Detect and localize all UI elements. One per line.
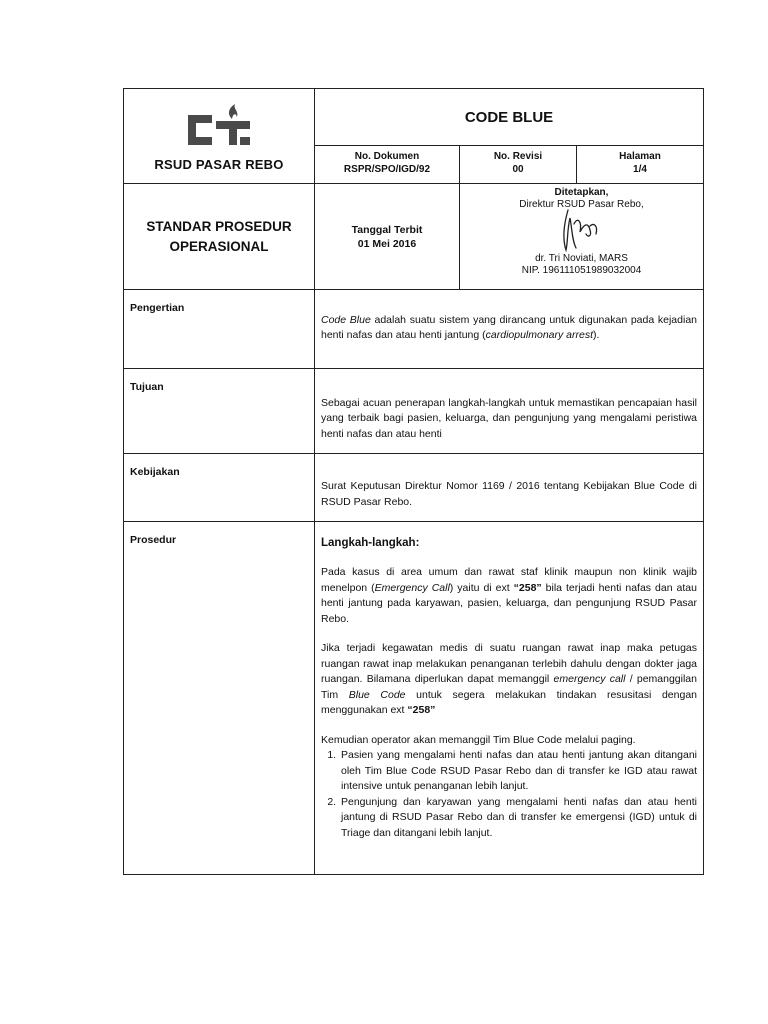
tanggal-terbit-cell	[315, 184, 460, 290]
no-dokumen-label: No. Dokumen	[354, 151, 420, 162]
sop-title-line1: STANDAR PROSEDUR	[146, 218, 292, 234]
ditetapkan-label: Ditetapkan,	[554, 187, 609, 198]
prosedur-subtitle: Langkah-langkah:	[321, 536, 420, 549]
no-dokumen-value: RSPR/SPO/IGD/92	[343, 164, 431, 175]
no-dokumen-cell	[315, 146, 460, 184]
kebijakan-label: Kebijakan	[124, 453, 315, 521]
signer-nip: NIP. 196111051989032004	[521, 265, 642, 276]
sop-title-line2: OPERASIONAL	[169, 238, 269, 254]
approval-cell	[460, 184, 704, 290]
no-revisi-cell	[460, 146, 577, 184]
prosedur-list	[321, 748, 697, 841]
no-revisi-label: No. Revisi	[493, 151, 543, 162]
no-revisi-value: 00	[512, 164, 524, 175]
prosedur-paragraph-1: Pada kasus di area umum dan rawat staf klinik maupun non klinik wajib menelpon (Emergency Call) yaitu di ext “258” bila terjadi henti nafas dan atau henti jantung pada karyawan, pasien, keluarga, dan pengunjung RSUD Pasar Rebo.	[321, 566, 697, 625]
tanggal-terbit-value: 01 Mei 2016	[357, 237, 417, 250]
signature-icon	[550, 204, 610, 256]
hospital-name: RSUD PASAR REBO	[154, 157, 284, 172]
pengertian-label: Pengertian	[124, 290, 315, 369]
pengertian-text1: adalah suatu sistem yang dirancang untuk digunakan pada kejadian henti nafas dan atau henti jantung (	[321, 313, 698, 341]
pengertian-term2: cardiopulmonary arrest	[485, 329, 594, 341]
pengertian-text2: ).	[593, 329, 600, 341]
kebijakan-content	[315, 453, 704, 521]
tujuan-content	[315, 369, 704, 454]
list-item: 2. Pengunjung dan karyawan yang mengalami henti nafas dan atau henti jantung di RSUD Pasar Rebo dan di transfer ke emergensi (IGD) untuk di Triage dan ditangani lebih lanjut.	[339, 795, 697, 842]
tujuan-text: Sebagai acuan penerapan langkah-langkah untuk memastikan pencapaian hasil yang terbaik bagi pasien, keluarga, dan pengunjung yang mengalami peristiwa henti nafas dan atau henti	[321, 396, 697, 440]
tujuan-label: Tujuan	[124, 369, 315, 454]
prosedur-content	[315, 521, 704, 874]
halaman-label: Halaman	[619, 151, 661, 162]
list-item: 1. Pasien yang mengalami henti nafas dan atau henti jantung akan ditangani oleh Tim Blue Code RSUD Pasar Rebo dan di transfer ke IGD atau rawat intensive untuk penanganan lebih lanjut.	[339, 748, 697, 795]
prosedur-paragraph-2: Jika terjadi kegawatan medis di suatu ruangan rawat inap maka petugas ruangan rawat inap melakukan penanganan terlebih dahulu dengan dokter jaga ruangan. Bilamana diperlukan dapat memanggil emergency call / pemanggilan Tim Blue Code untuk segera melakukan tindakan resusitasi dengan menggunakan ext “258”	[321, 642, 697, 716]
sop-title-cell	[124, 184, 315, 290]
pengertian-term: Code Blue	[321, 313, 371, 326]
tanggal-terbit-label: Tanggal Terbit	[351, 223, 423, 236]
pengertian-content	[315, 290, 704, 369]
prosedur-paragraph-3: Kemudian operator akan memanggil Tim Blue Code melalui paging.	[321, 733, 636, 746]
hospital-logo-icon	[182, 103, 256, 149]
document-title: CODE BLUE	[315, 89, 704, 146]
direktur-label: Direktur RSUD Pasar Rebo,	[519, 199, 644, 210]
signer-name: dr. Tri Noviati, MARS	[535, 253, 628, 264]
sop-table	[123, 88, 704, 875]
kebijakan-text: Surat Keputusan Direktur Nomor 1169 / 2016 tentang Kebijakan Blue Code di RSUD Pasar Rebo.	[321, 480, 697, 508]
sop-document	[123, 88, 703, 875]
hospital-identity-cell	[124, 89, 315, 184]
prosedur-label: Prosedur	[124, 521, 315, 874]
halaman-value: 1/4	[633, 164, 647, 175]
halaman-cell	[577, 146, 704, 184]
